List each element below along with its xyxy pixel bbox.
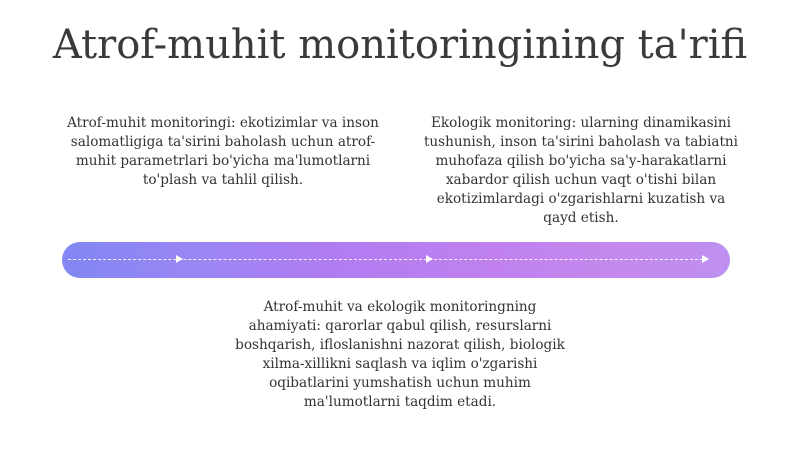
definition-ecological-monitoring: Ekologik monitoring: ularning dinamikasini tushunish, inson ta'sirini baholash va tabiatni muhofaza qilish bo'yicha sa'y-harakatlarni xabardor qilish uchun vaqt o'tishi bilan ekotizimlardagi o'zgarishlarni kuzatish va qayd etish. [423,115,739,226]
slide-title: Atrof-muhit monitoringining ta'rifi [52,22,748,68]
monitoring-importance-text: Atrof-muhit va ekologik monitoringning ahamiyati: qarorlar qabul qilish, resurslarni boshqarish, ifloslanishni nazorat qilish, biologik xilma-xillikni saqlash va iqlim o'zgarishi oqibatlarini yumshatish uchun muhim ma'lumotlarni taqdim etadi. [235,299,565,410]
timeline-arrow-icon [426,255,433,263]
definition-environmental-monitoring: Atrof-muhit monitoringi: ekotizimlar va inson salomatligiga ta'sirini baholash uchun atrof-muhit parametrlari bo'yicha ma'lumotlarni to'plash va tahlil qilish. [67,115,379,188]
timeline-dashed-line [68,259,708,260]
timeline-arrow-icon [176,255,183,263]
timeline-bar [62,242,730,278]
timeline-arrow-icon [702,255,709,263]
